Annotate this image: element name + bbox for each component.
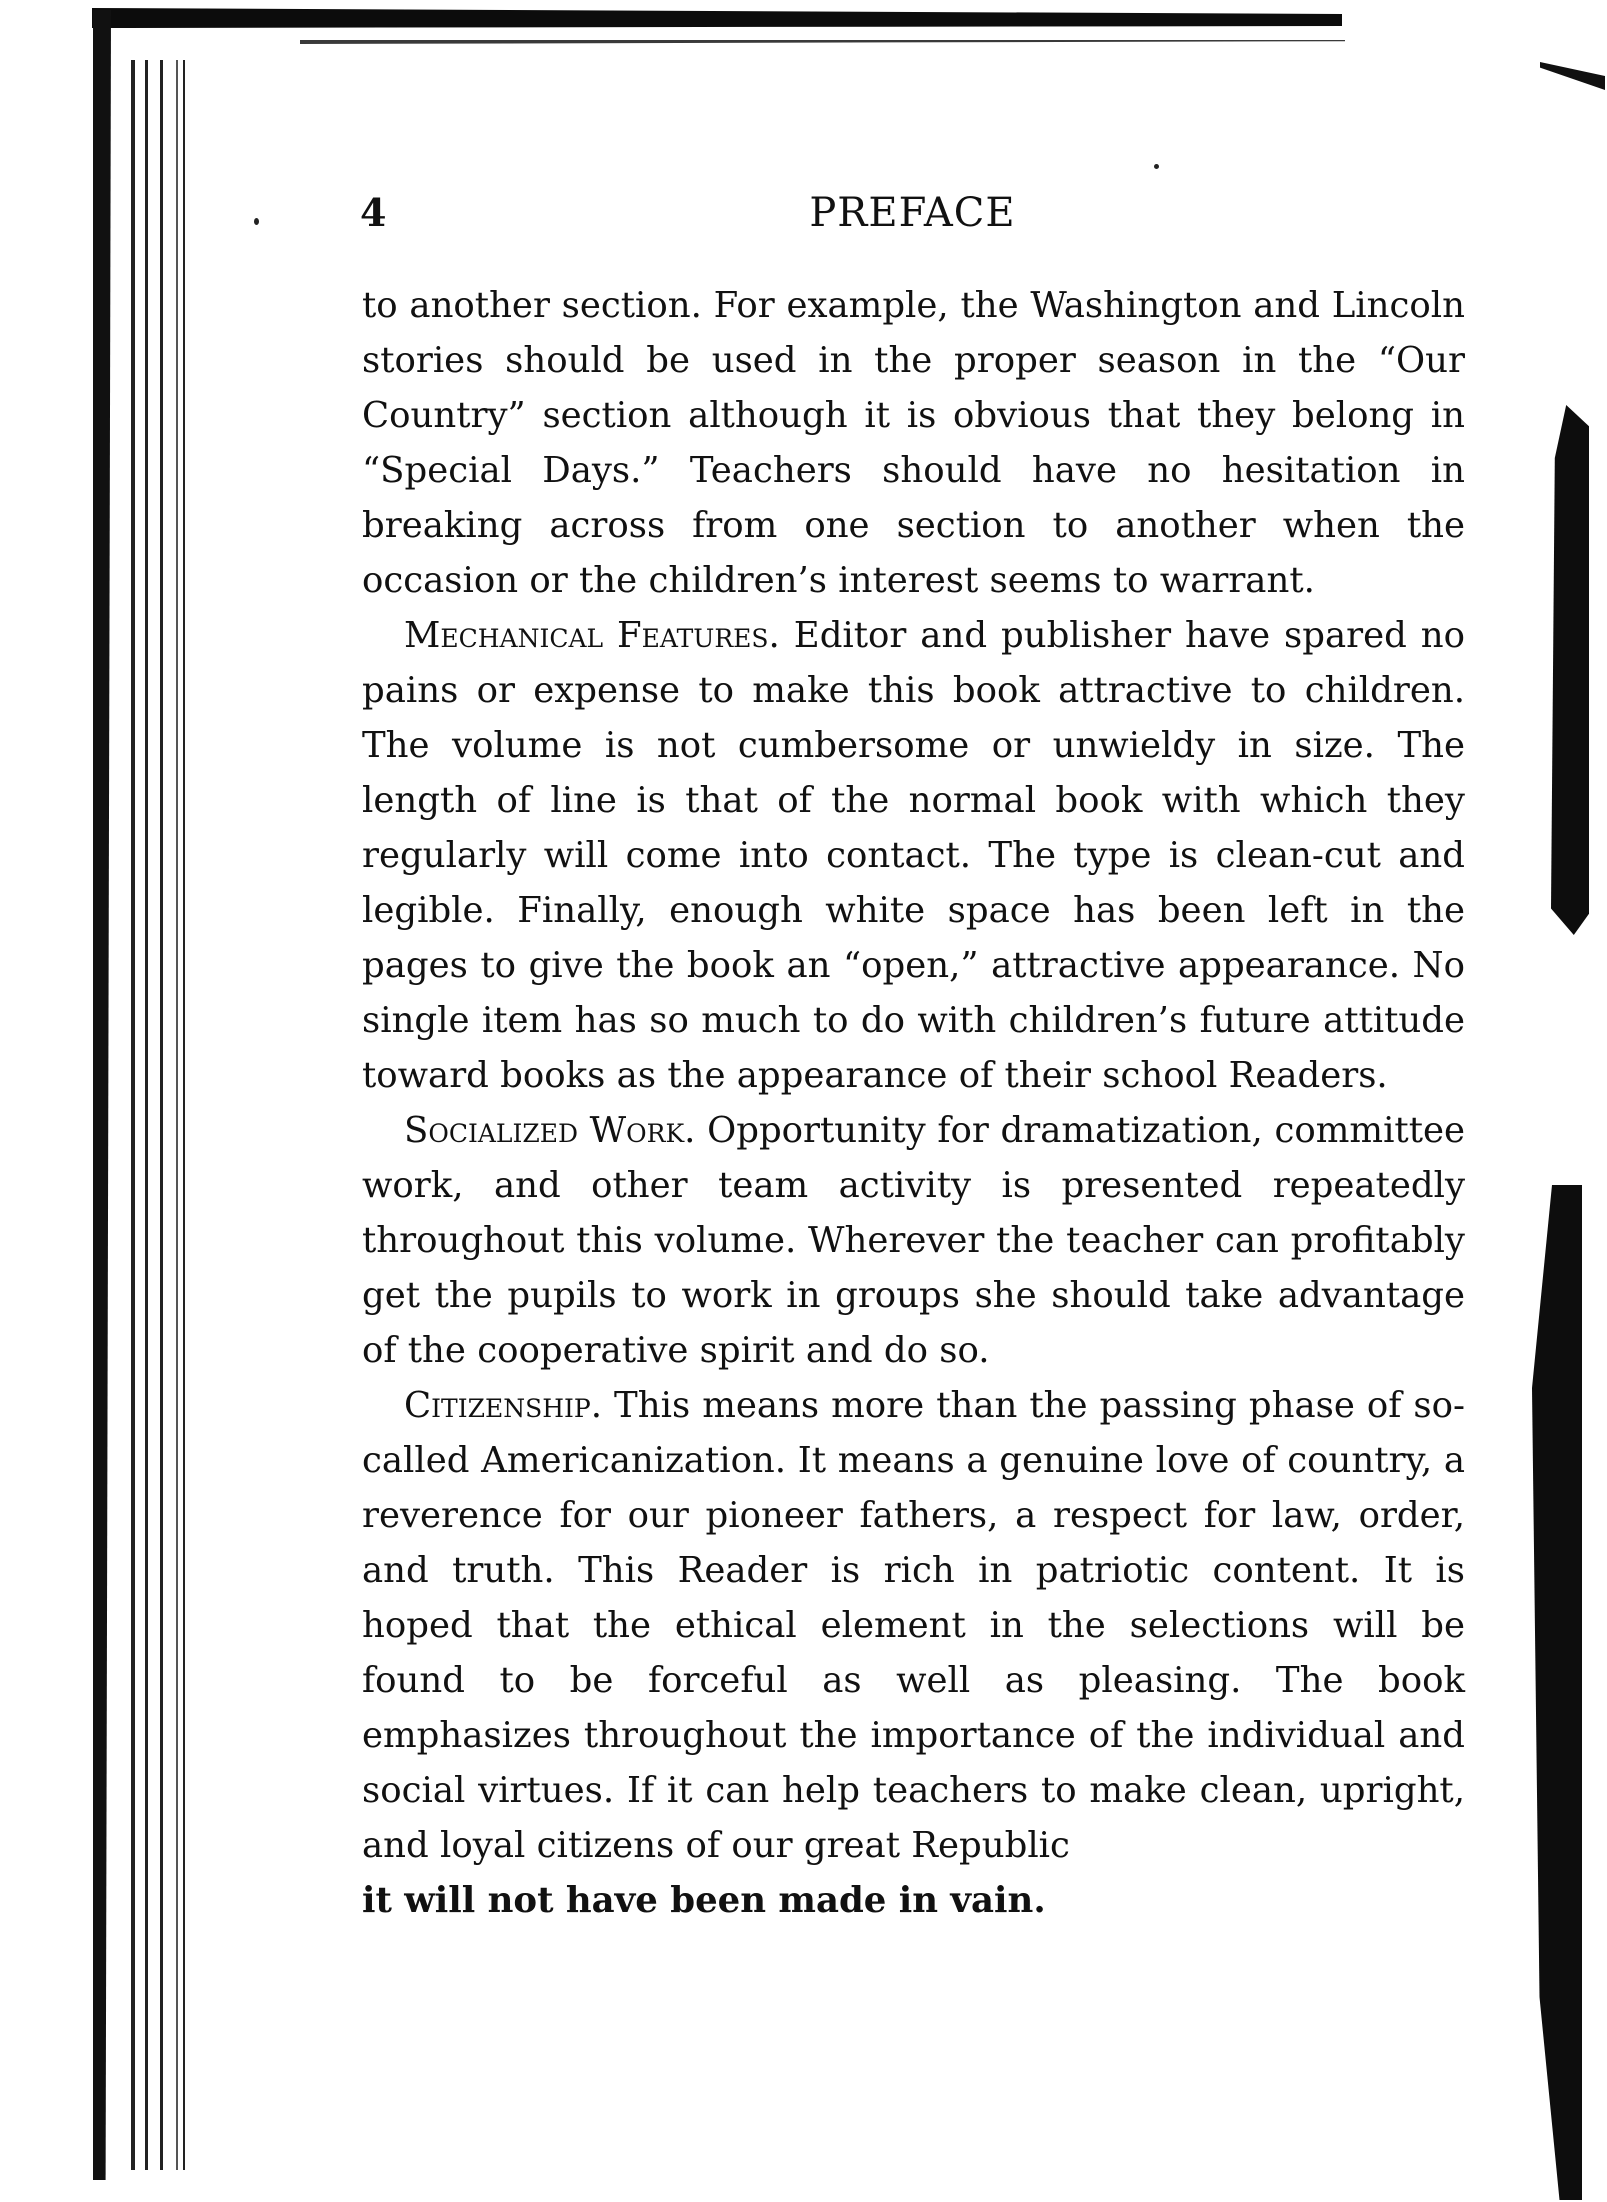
scan-speck: [254, 218, 259, 225]
section-heading: Socialized Work.: [404, 1110, 696, 1151]
scan-edge-top: [92, 8, 1342, 28]
paragraph-text: it will not have been made in vain.: [362, 1880, 1046, 1921]
paragraph-mechanical-features: [362, 608, 1465, 1103]
scan-edge-right-upper: [1551, 405, 1589, 935]
paragraph-text: to another section. For example, the Washington and Lincoln stories should be used in the proper season in the “Our Country” section although it is obvious that they belong in “Special Days.” Teachers should have no hesitation in breaking across from one section to another when the occasion or the children’s interest seems to warrant.: [362, 285, 1465, 601]
scan-edge-right-lower: [1532, 1185, 1582, 2200]
scan-binding-line: [183, 60, 185, 2170]
paragraph-closing-line: [362, 1873, 1465, 1928]
paragraph-text: This means more than the passing phase of so-called Americanization. It means a genuine love of country, a reverence for our pioneer fathers, a respect for law, order, and truth. This Reader is rich in patriotic content. It is hoped that the ethical element in the selections will be found to be forceful as well as pleasing. The book emphasizes throughout the importance of the individual and social virtues. If it can help teachers to make clean, upright, and loyal citizens of our great Republic: [362, 1385, 1465, 1866]
body-text: [362, 278, 1465, 1928]
scan-binding-line: [160, 60, 163, 2170]
paragraph-socialized-work: [362, 1103, 1465, 1378]
scan-edge-top-thin: [300, 40, 1345, 44]
scan-binding-line: [176, 60, 178, 2170]
scan-speck: [1154, 164, 1159, 169]
paragraph-text: Opportunity for dramatization, committee work, and other team activity is presented repeatedly throughout this volume. Wherever the teacher can profitably get the pupils to work in groups she should take advantage of the cooperative spirit and do so.: [362, 1110, 1465, 1371]
page-number: 4: [360, 190, 387, 235]
page-header: [360, 190, 1465, 250]
scan-binding-line: [145, 60, 148, 2170]
running-head: PREFACE: [809, 190, 1016, 236]
scan-binding-line: [131, 60, 135, 2170]
paragraph-citizenship: [362, 1378, 1465, 1873]
scan-edge-left: [93, 10, 111, 2180]
paragraph-continuation: [362, 278, 1465, 608]
section-heading: Citizenship.: [404, 1385, 602, 1426]
section-heading: Mechanical Features.: [404, 615, 780, 656]
scan-corner-mark: [1540, 62, 1605, 90]
paragraph-text: Editor and publisher have spared no pains or expense to make this book attractive to children. The volume is not cumbersome or unwieldy in size. The length of line is that of the normal book with which they regularly will come into contact. The type is clean-cut and legible. Finally, enough white space has been left in the pages to give the book an “open,” attractive appearance. No single item has so much to do with children’s future attitude toward books as the appearance of their school Readers.: [362, 615, 1465, 1096]
